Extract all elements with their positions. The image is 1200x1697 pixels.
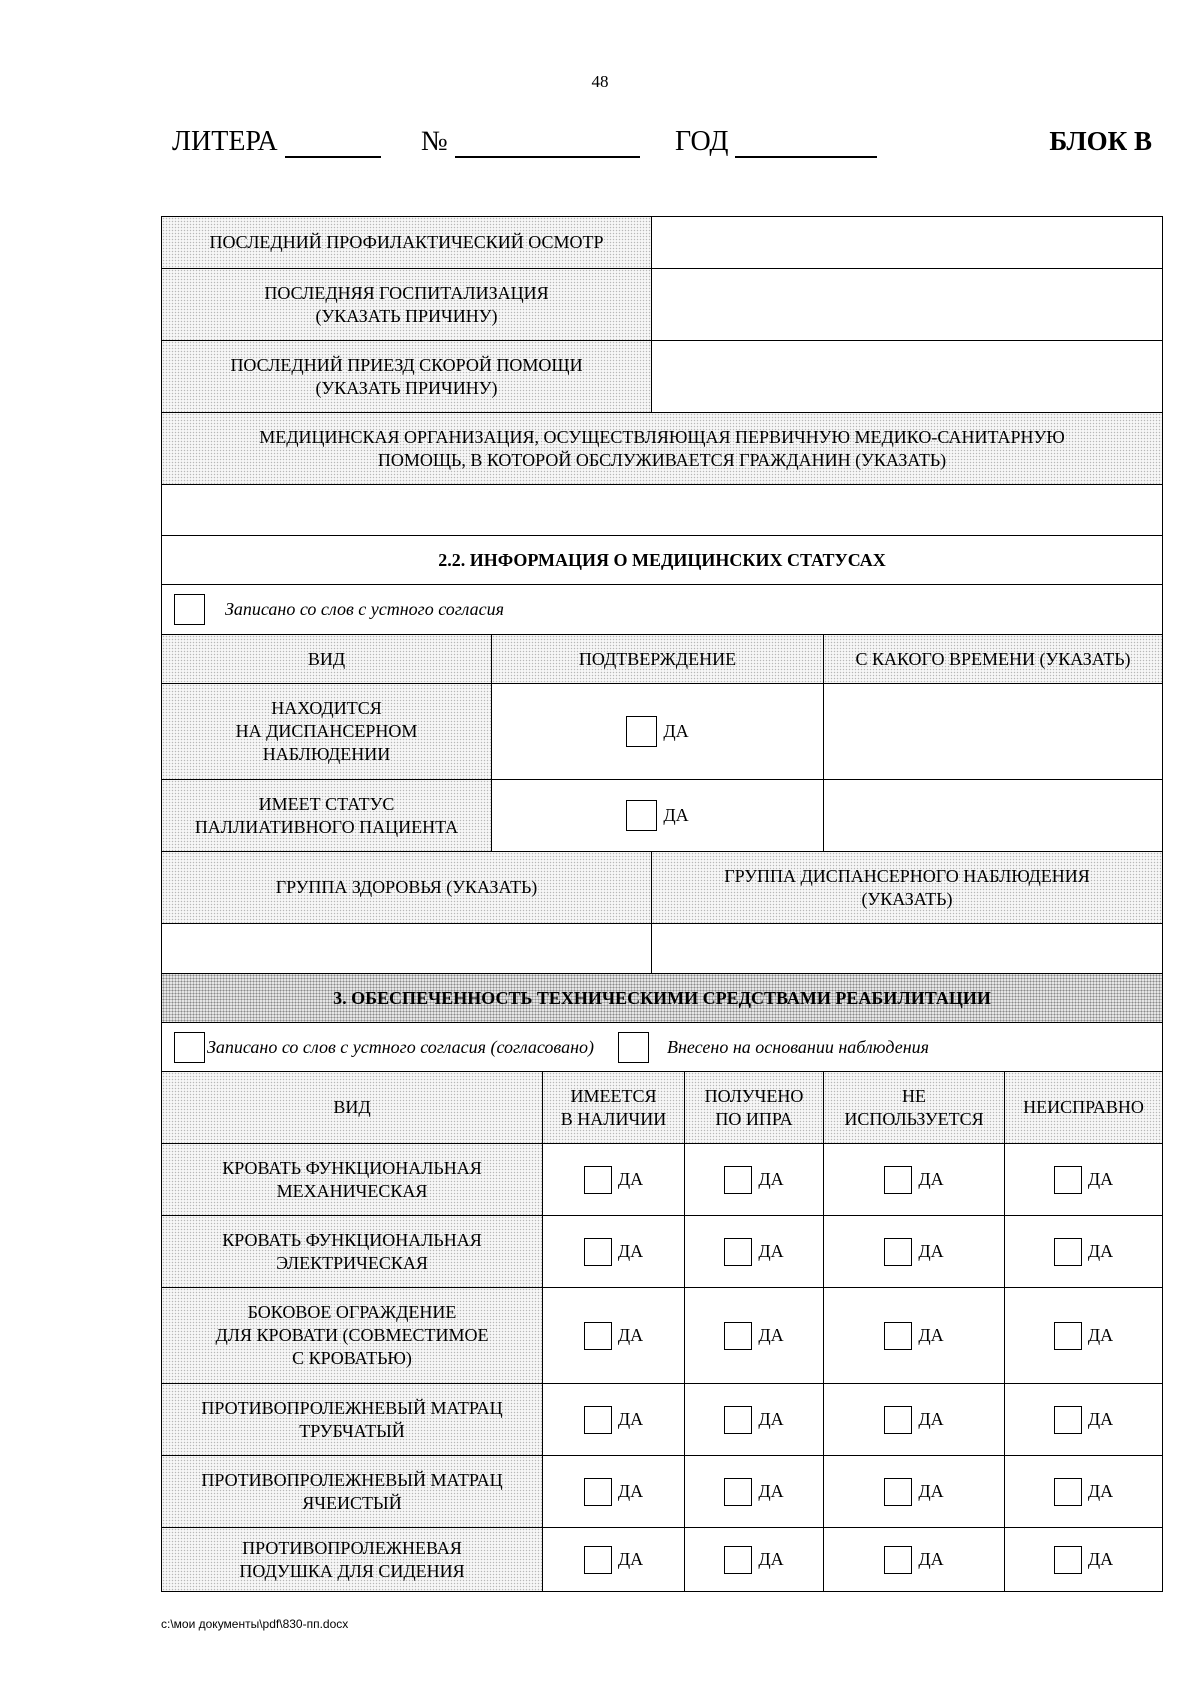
tsr-col-notused: НЕ ИСПОЛЬЗУЕТСЯ [823,1071,1005,1144]
tsr-notused-checkbox[interactable] [884,1546,912,1574]
yes-label: ДА [1087,1169,1114,1189]
tsr-notused-checkbox[interactable] [884,1166,912,1194]
yes-label: ДА [918,1549,944,1569]
yes-label: ДА [1087,1481,1114,1501]
palliative-yes-checkbox[interactable] [626,800,657,831]
yes-label: ДА [918,1409,944,1429]
tsr-notused-checkbox[interactable] [884,1406,912,1434]
health-group-label: ГРУППА ЗДОРОВЬЯ (УКАЗАТЬ) [161,851,652,924]
tsr-available-cell [542,1143,685,1216]
tsr-ipra-cell [684,1383,824,1456]
tsr-broken-cell [1004,1143,1163,1216]
tsr-ipra-checkbox[interactable] [724,1406,752,1434]
tsr-available-checkbox[interactable] [584,1406,612,1434]
tsr-col-ipra: ПОЛУЧЕНО ПО ИПРА [684,1071,824,1144]
tsr-consent-checkbox[interactable] [174,1032,205,1063]
palliative-confirm: ДА [491,779,824,852]
yes-label: ДА [1087,1241,1114,1261]
tsr-available-checkbox[interactable] [584,1166,612,1194]
health-group-field[interactable] [161,923,652,974]
tsr-available-cell [542,1287,685,1384]
tsr-ipra-cell [684,1215,824,1288]
litera-label: ЛИТЕРА [172,126,381,158]
tsr-ipra-checkbox[interactable] [724,1166,752,1194]
tsr-notused-checkbox[interactable] [884,1478,912,1506]
yes-label: ДА [617,1549,644,1569]
tsr-consent-label: Записано со слов с устного согласия (согласовано) [207,1036,594,1057]
tsr-ipra-checkbox[interactable] [724,1238,752,1266]
tsr-broken-cell [1004,1455,1163,1528]
tsr-broken-cell [1004,1383,1163,1456]
tsr-available-checkbox[interactable] [584,1546,612,1574]
tsr-broken-checkbox[interactable] [1054,1322,1082,1350]
palliative-since-field[interactable] [823,779,1163,852]
col-vid-header: ВИД [161,634,492,684]
tsr-col-vid: ВИД [161,1071,543,1144]
dispensary-group-label: ГРУППА ДИСПАНСЕРНОГО НАБЛЮДЕНИЯ (УКАЗАТЬ) [651,851,1163,924]
yes-label: ДА [617,1325,644,1345]
tsr-broken-checkbox[interactable] [1054,1406,1082,1434]
tsr-available-checkbox[interactable] [584,1478,612,1506]
last-ambulance-label: ПОСЛЕДНИЙ ПРИЕЗД СКОРОЙ ПОМОЩИ (УКАЗАТЬ ПРИЧИНУ) [161,340,652,413]
year-label: ГОД [675,126,877,158]
last-ambulance-field[interactable] [651,340,1163,413]
tsr-ipra-cell [684,1143,824,1216]
tsr-ipra-checkbox[interactable] [724,1546,752,1574]
last-checkup-field[interactable] [651,216,1163,269]
tsr-notused-cell [823,1143,1005,1216]
year-field[interactable] [735,128,877,158]
tsr-broken-checkbox[interactable] [1054,1478,1082,1506]
tsr-observed-label: Внесено на основании наблюдения [667,1036,930,1057]
yes-label: ДА [758,1549,784,1569]
section-3-title: 3. ОБЕСПЕЧЕННОСТЬ ТЕХНИЧЕСКИМИ СРЕДСТВАМИ РЕАБИЛИТАЦИИ [161,973,1163,1023]
page-number: 48 [591,72,609,91]
dispensary-group-field[interactable] [651,923,1163,974]
tsr-notused-checkbox[interactable] [884,1322,912,1350]
medical-org-field[interactable] [161,484,1163,536]
tsr-available-cell [542,1527,685,1592]
yes-label: ДА [758,1481,784,1501]
last-hospitalization-field[interactable] [651,268,1163,341]
tsr-ipra-cell [684,1287,824,1384]
tsr-available-cell [542,1383,685,1456]
yes-label: ДА [918,1241,944,1261]
tsr-item-label: ПРОТИВОПРОЛЕЖНЕВЫЙ МАТРАЦ ТРУБЧАТЫЙ [161,1383,543,1456]
last-hospitalization-label: ПОСЛЕДНЯЯ ГОСПИТАЛИЗАЦИЯ (УКАЗАТЬ ПРИЧИНУ) [161,268,652,341]
yes-label: ДА [617,1481,644,1501]
yes-label: ДА [918,1169,944,1189]
yes-label: ДА [617,1409,644,1429]
tsr-ipra-cell [684,1455,824,1528]
tsr-broken-cell [1004,1287,1163,1384]
tsr-broken-cell [1004,1215,1163,1288]
dispensary-label: НАХОДИТСЯ НА ДИСПАНСЕРНОМ НАБЛЮДЕНИИ [161,683,492,780]
yes-label: ДА [1087,1325,1114,1345]
tsr-observed-checkbox[interactable] [618,1032,649,1063]
dispensary-confirm: ДА [491,683,824,780]
tsr-broken-checkbox[interactable] [1054,1546,1082,1574]
col-since-header: С КАКОГО ВРЕМЕНИ (УКАЗАТЬ) [823,634,1163,684]
tsr-notused-cell [823,1455,1005,1528]
tsr-notused-checkbox[interactable] [884,1238,912,1266]
tsr-notused-cell [823,1383,1005,1456]
tsr-notused-cell [823,1527,1005,1592]
yes-label: ДА [1087,1549,1114,1569]
tsr-available-checkbox[interactable] [584,1238,612,1266]
col-confirm-header: ПОДТВЕРЖДЕНИЕ [491,634,824,684]
tsr-broken-cell [1004,1527,1163,1592]
yes-label: ДА [918,1325,944,1345]
footer-path: c:\мои документы\pdf\830-пп.docx [161,1617,349,1631]
tsr-item-label: ПРОТИВОПРОЛЕЖНЕВАЯ ПОДУШКА ДЛЯ СИДЕНИЯ [161,1527,543,1592]
tsr-ipra-checkbox[interactable] [724,1478,752,1506]
section-3-consent-row [161,1022,1163,1072]
tsr-ipra-cell [684,1527,824,1592]
yes-label: ДА [758,1325,784,1345]
tsr-notused-cell [823,1287,1005,1384]
block-label: БЛОК В [1049,126,1152,156]
yes-label: ДА [758,1409,784,1429]
section-22-title: 2.2. ИНФОРМАЦИЯ О МЕДИЦИНСКИХ СТАТУСАХ [161,535,1163,585]
last-checkup-label: ПОСЛЕДНИЙ ПРОФИЛАКТИЧЕСКИЙ ОСМОТР [161,216,652,269]
yes-label: ДА [1087,1409,1114,1429]
litera-field[interactable] [285,128,381,158]
yes-label: ДА [758,1169,784,1189]
yes-label: ДА [617,1169,644,1189]
tsr-item-label: КРОВАТЬ ФУНКЦИОНАЛЬНАЯ МЕХАНИЧЕСКАЯ [161,1143,543,1216]
tsr-available-cell [542,1215,685,1288]
tsr-available-cell [542,1455,685,1528]
tsr-ipra-checkbox[interactable] [724,1322,752,1350]
tsr-broken-checkbox[interactable] [1054,1166,1082,1194]
tsr-col-broken: НЕИСПРАВНО [1004,1071,1163,1144]
number-field[interactable] [455,128,640,158]
medical-org-label: МЕДИЦИНСКАЯ ОРГАНИЗАЦИЯ, ОСУЩЕСТВЛЯЮЩАЯ ПЕРВИЧНУЮ МЕДИКО-САНИТАРНУЮ ПОМОЩЬ, В КОТОРОЙ ОБСЛУЖИВАЕТСЯ ГРАЖДАНИН (УКАЗАТЬ) [161,412,1163,485]
yes-label: ДА [617,1241,644,1261]
consent-label: Записано со слов с устного согласия [225,599,504,619]
tsr-col-available: ИМЕЕТСЯ В НАЛИЧИИ [542,1071,685,1144]
dispensary-yes-checkbox[interactable] [626,716,657,747]
palliative-label: ИМЕЕТ СТАТУС ПАЛЛИАТИВНОГО ПАЦИЕНТА [161,779,492,852]
tsr-item-label: ПРОТИВОПРОЛЕЖНЕВЫЙ МАТРАЦ ЯЧЕИСТЫЙ [161,1455,543,1528]
tsr-available-checkbox[interactable] [584,1322,612,1350]
tsr-item-label: БОКОВОЕ ОГРАЖДЕНИЕ ДЛЯ КРОВАТИ (СОВМЕСТИМОЕ С КРОВАТЬЮ) [161,1287,543,1384]
yes-label: ДА [918,1481,944,1501]
tsr-notused-cell [823,1215,1005,1288]
consent-checkbox[interactable] [174,594,205,625]
tsr-broken-checkbox[interactable] [1054,1238,1082,1266]
yes-label: ДА [758,1241,784,1261]
tsr-item-label: КРОВАТЬ ФУНКЦИОНАЛЬНАЯ ЭЛЕКТРИЧЕСКАЯ [161,1215,543,1288]
number-label: № [421,126,640,158]
dispensary-since-field[interactable] [823,683,1163,780]
section-22-consent-row [161,584,1163,635]
